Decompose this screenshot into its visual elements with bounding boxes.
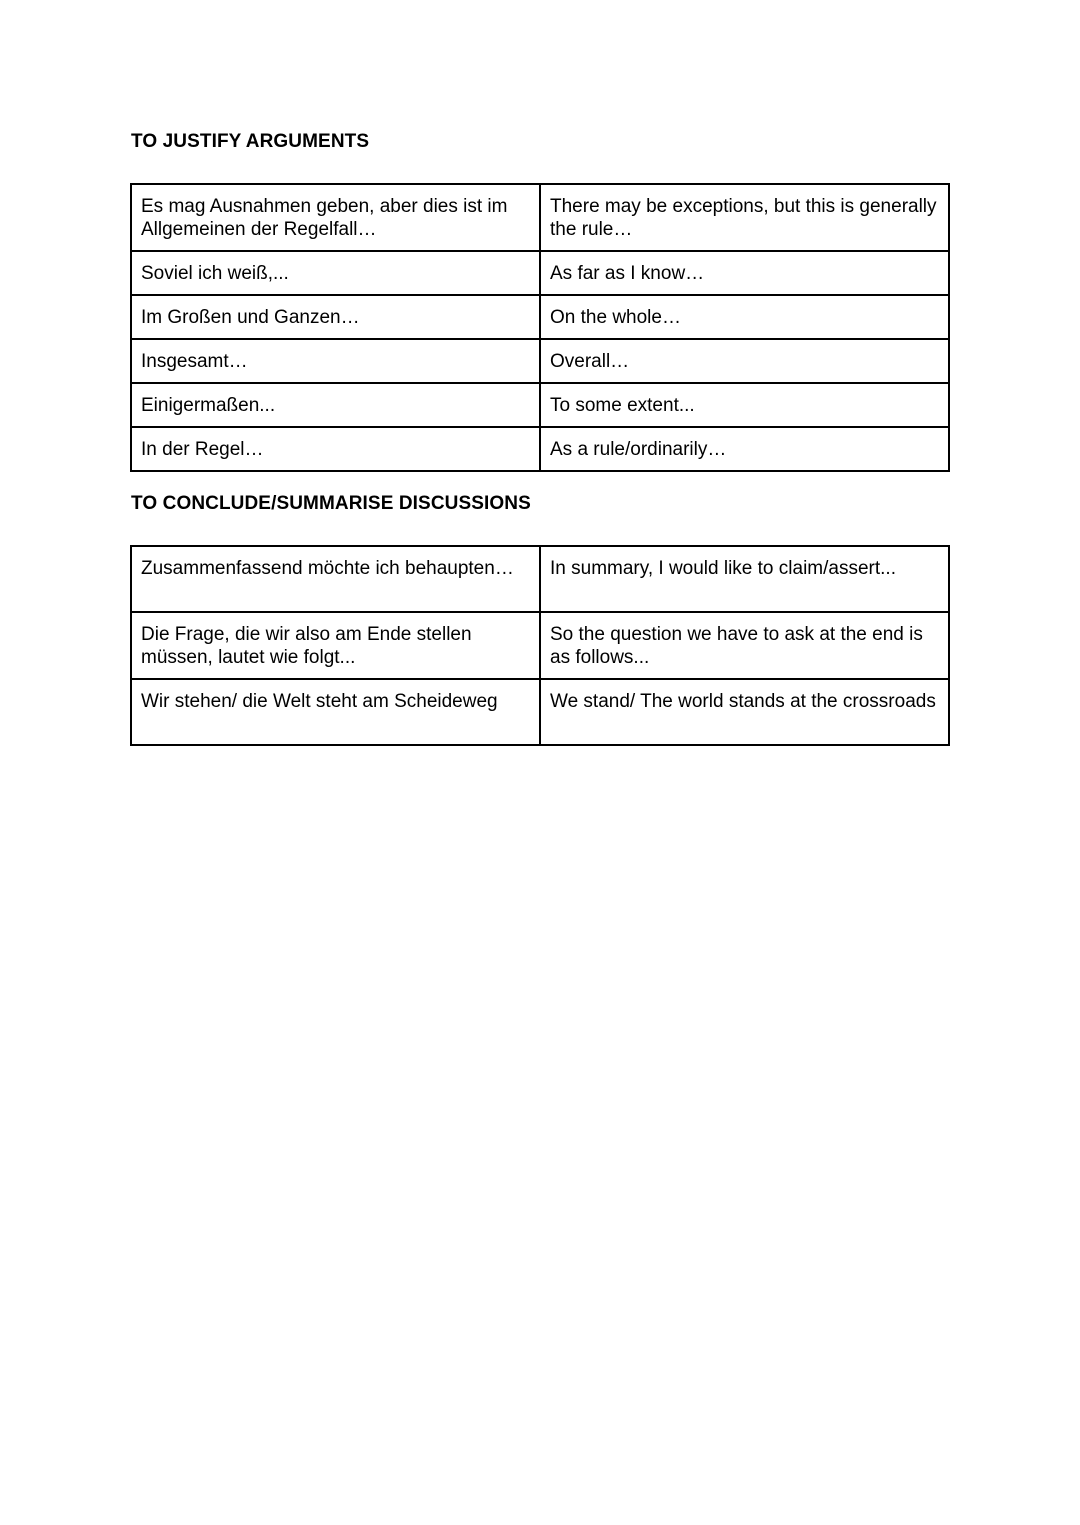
english-phrase: In summary, I would like to claim/assert... <box>540 546 949 612</box>
table-row <box>131 546 949 612</box>
section-heading-conclude-discussions: TO CONCLUDE/SUMMARISE DISCUSSIONS <box>131 493 531 514</box>
english-phrase: Overall… <box>540 339 949 383</box>
english-phrase: On the whole… <box>540 295 949 339</box>
section-heading-justify-arguments: TO JUSTIFY ARGUMENTS <box>131 131 370 152</box>
table-row <box>131 383 949 427</box>
german-phrase: Einigermaßen... <box>131 383 540 427</box>
german-phrase: Insgesamt… <box>131 339 540 383</box>
german-phrase: Wir stehen/ die Welt steht am Scheideweg <box>131 679 540 745</box>
table-row <box>131 612 949 679</box>
table-row <box>131 339 949 383</box>
english-phrase: As a rule/ordinarily… <box>540 427 949 471</box>
english-phrase: To some extent... <box>540 383 949 427</box>
phrase-table-conclude-discussions <box>130 545 950 746</box>
german-phrase: In der Regel… <box>131 427 540 471</box>
table-row <box>131 184 949 251</box>
table-row <box>131 295 949 339</box>
german-phrase: Die Frage, die wir also am Ende stellen müssen, lautet wie folgt... <box>131 612 540 679</box>
german-phrase: Zusammenfassend möchte ich behaupten… <box>131 546 540 612</box>
german-phrase: Soviel ich weiß,... <box>131 251 540 295</box>
english-phrase: We stand/ The world stands at the crossroads <box>540 679 949 745</box>
german-phrase: Es mag Ausnahmen geben, aber dies ist im Allgemeinen der Regelfall… <box>131 184 540 251</box>
german-phrase: Im Großen und Ganzen… <box>131 295 540 339</box>
table-row <box>131 427 949 471</box>
table-row <box>131 251 949 295</box>
table-row <box>131 679 949 745</box>
phrase-table-justify-arguments <box>130 183 950 472</box>
english-phrase: There may be exceptions, but this is generally the rule… <box>540 184 949 251</box>
english-phrase: So the question we have to ask at the end is as follows... <box>540 612 949 679</box>
english-phrase: As far as I know… <box>540 251 949 295</box>
